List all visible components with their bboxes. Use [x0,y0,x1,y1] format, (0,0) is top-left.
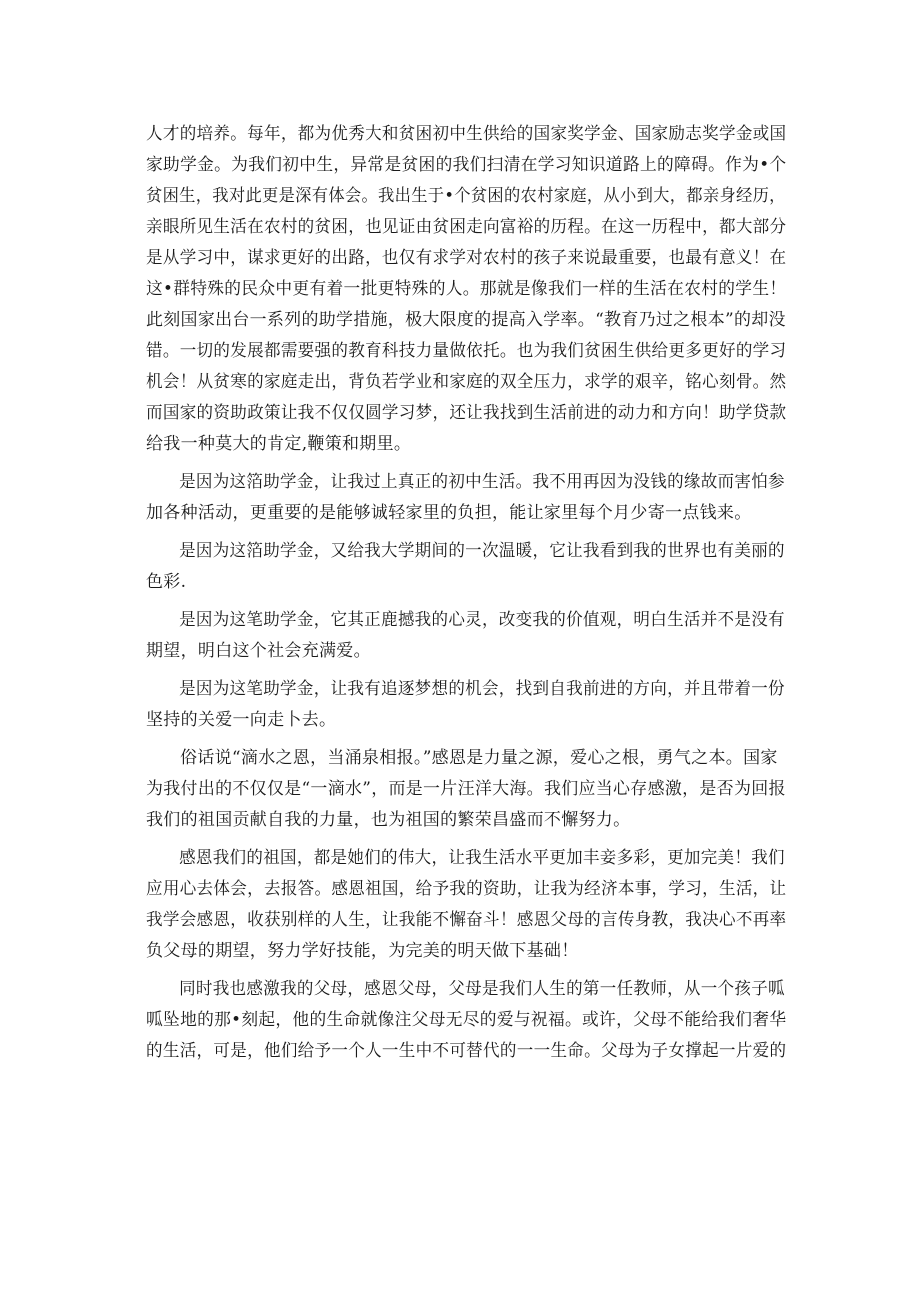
paragraph-7 [146,843,786,967]
text-line: 呱坠地的那•刻起，他的生命就像注父母无尽的爱与祝福。或许，父母不能给我们奢华 [146,1010,787,1030]
text-line: 为我付出的不仅仅是“一滴水”，而是一片汪洋大海。我们应当心存感激，是否为回报 [146,779,786,799]
paragraph-4 [146,605,786,667]
text-line: 感恩我们的祖国，都是她们的伟大，让我生活水平更加丰妾多彩，更加完美！我们 [179,848,785,868]
text-line: 我学会感恩，收获别样的人生，让我能不懈奋斗！感恩父母的言传身教，我决心不再率 [146,910,787,930]
paragraph-2 [146,467,786,529]
text-line: 是从学习中，谋求更好的出路，也仅有求学对农村的孩子来说最重要，也最有意义！在 [146,248,787,268]
text-line: 是因为这笔助学金，让我有追逐梦想的机会，找到自我前进的方向，并且带着一份 [179,679,785,699]
text-line: 而国家的资助政策让我不仅仅圆学习梦，还让我找到生活前进的动力和方向！助学贷款 [146,403,787,423]
text-line: 期望，明白这个社会充满爱。 [146,641,371,661]
text-line: 人才的培养。每年，都为优秀大和贫困初中生供给的国家奖学金、国家励志奖学金或国 [146,124,787,144]
text-line: 我们的祖国贡献自我的力量，也为祖国的繁荣昌盛而不懈努力。 [146,810,631,830]
paragraph-5 [146,674,786,736]
paragraph-3 [146,536,786,598]
text-line: 的生活，可是，他们给予一个人一生中不可替代的一一生命。父母为子女撑起一片爱的 [146,1041,787,1061]
text-line: 亲眼所见生活在农村的贫困，也见证由贫困走向富裕的历程。在这一历程中，都大部分 [146,217,787,237]
paragraph-1 [146,119,786,460]
paragraph-6 [146,743,786,836]
text-line: 是因为这笔助学金，它其正鹿撼我的心灵，改变我的价值观，明白生活并不是没有 [179,610,785,630]
text-line: 俗话说“滴水之恩，当涌泉相报。”感恩是力量之源，爱心之根，勇气之本。国家 [180,748,778,768]
text-line: 此刻国家出台一系列的助学措施，极大限度的提高入学率。“教育乃过之根本”的却没 [146,310,786,330]
text-line: 色彩. [146,572,187,592]
document-body [146,119,786,1067]
text-line: 是因为这箔助学金，让我过上真正的初中生活。我不用再因为没钱的缘故而害怕参 [179,472,785,492]
text-line: 机会！从贫寒的家庭走出，背负若学业和家庭的双全压力，求学的艰辛，铭心刻骨。然 [146,372,787,392]
text-line: 负父母的期望，努力学好技能，为完美的明天做下基础！ [146,941,579,961]
paragraph-8 [146,974,786,1067]
text-line: 家助学金。为我们初中生，异常是贫困的我们扫清在学习知识道路上的障碍。作为•个 [146,155,787,175]
text-line: 错。一切的发展都需要强的教育科技力量做依托。也为我们贫困生供给更多更好的学习 [146,341,787,361]
text-line: 坚持的关爱一向走卜去。 [146,710,337,730]
text-line: 给我一种莫大的肯定,鞭策和期里。 [146,434,412,454]
text-line: 这•群特殊的民众中更有着一批更特殊的人。那就是像我们一样的生活在农村的学生！ [146,279,787,299]
text-line: 是因为这箔助学金，又给我大学期间的一次温暖，它让我看到我的世界也有美丽的 [179,541,785,561]
text-line: 加各种活动，更重要的是能够诚轻家里的负担，能让家里每个月少寄一点钱来。 [146,503,752,523]
text-line: 贫困生，我对此更是深有体会。我出生于•个贫困的农村家庭，从小到大，都亲身经历， [146,186,786,206]
text-line: 应用心去体会，去报答。感恩祖国，给予我的资助，让我为经济本事，学习，生活，让 [146,879,787,899]
text-line: 同时我也感激我的父母，感恩父母，父母是我们人生的第一任教师，从一个孩子呱 [179,979,785,999]
